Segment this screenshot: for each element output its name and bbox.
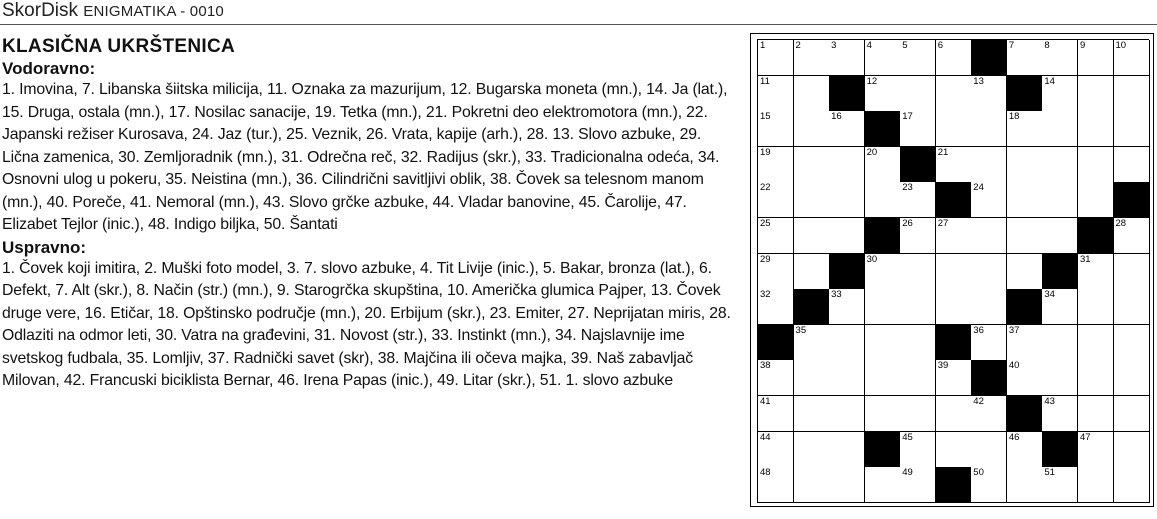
grid-cell[interactable] — [794, 218, 830, 254]
puzzle-title: KLASIČNA UKRŠTENICA — [2, 36, 235, 57]
cell-number: 50 — [973, 467, 984, 479]
cell-number: 48 — [760, 467, 771, 479]
grid-cell[interactable] — [865, 360, 901, 396]
cell-number: 4 — [866, 40, 872, 51]
grid-cell[interactable] — [1042, 182, 1078, 218]
grid-cell[interactable] — [1007, 467, 1043, 503]
grid-cell[interactable] — [865, 76, 901, 112]
grid-cell[interactable] — [829, 182, 865, 218]
grid-cell[interactable] — [900, 111, 936, 147]
cell-number: 5 — [902, 40, 908, 51]
grid-cell[interactable] — [1078, 325, 1114, 361]
grid-cell[interactable] — [900, 467, 936, 503]
down-clues: 1. Čovek koji imitira, 2. Muški foto model, 3. 7. slovo azbuke, 4. Tit Livije (inic.), 5. Bakar, bronza (lat.), 6. Defekt, 7. Alt (skr.), 8. Način (str.) (mn.), 9. Starogrčka skupština, 10. Američka glumica Pajper, 13. Čovek druge vere, 16. Etičar, 18. Opštinsko područje (mn.), 20. Erbijum (skr.), 23. Emiter, 27. Neprijatan miris, 28. Odlaziti na odmor leti, 30. Vatra na građevini, 31. Novost (str.), 33. Instinkt (mn.), 34. Najslavnije ime svetskog fudbala, 35. Lomljiv, 37. Radnički savet (skr), 38. Majčina ili očeva majka, 39. Naš zabavljač Milovan, 42. Francuski biciklista Bernar, 46. Irena Papas (inic.), 49. Litar (skr.), 51. 1. slovo azbuke — [2, 259, 731, 389]
grid-cell[interactable] — [900, 396, 936, 432]
grid-cell[interactable] — [1007, 218, 1043, 254]
grid-cell[interactable] — [1078, 254, 1114, 290]
grid-cell[interactable] — [1078, 289, 1114, 325]
cell-number: 42 — [973, 396, 984, 407]
grid-cell[interactable] — [936, 289, 972, 325]
grid-cell[interactable] — [829, 40, 865, 76]
cell-number: 41 — [760, 396, 771, 407]
cell-number: 33 — [831, 289, 842, 301]
black-cell — [1007, 396, 1043, 432]
grid-cell[interactable] — [758, 360, 794, 396]
grid-cell[interactable] — [1114, 147, 1150, 183]
clues-panel — [2, 36, 742, 393]
grid-cell[interactable] — [794, 396, 830, 432]
black-cell — [900, 147, 936, 183]
cell-number: 32 — [760, 289, 771, 301]
grid-cell[interactable] — [971, 218, 1007, 254]
cell-number: 37 — [1008, 324, 1020, 336]
grid-cell[interactable] — [1042, 147, 1078, 183]
cell-number: 38 — [760, 360, 771, 372]
cell-number: 24 — [973, 182, 984, 194]
grid-cell[interactable] — [971, 76, 1007, 112]
grid-cell[interactable] — [936, 432, 972, 468]
cell-number: 49 — [902, 467, 913, 479]
black-cell — [971, 360, 1007, 396]
grid-cell[interactable] — [1114, 254, 1150, 290]
cell-number: 6 — [937, 40, 944, 51]
grid-cell[interactable] — [1114, 396, 1150, 432]
black-cell — [1007, 76, 1043, 112]
cell-number: 12 — [866, 75, 878, 87]
grid-cell[interactable] — [758, 289, 794, 325]
grid-cell[interactable] — [971, 467, 1007, 503]
grid-cell[interactable] — [1042, 325, 1078, 361]
grid-cell[interactable] — [758, 396, 794, 432]
grid-cell[interactable] — [900, 289, 936, 325]
black-cell — [865, 218, 901, 254]
grid-cell[interactable] — [829, 111, 865, 147]
cell-number: 10 — [1115, 40, 1127, 51]
cell-number: 3 — [831, 40, 837, 51]
black-cell — [971, 40, 1007, 76]
grid-cell[interactable] — [794, 76, 830, 112]
grid-cell[interactable] — [1078, 76, 1114, 112]
black-cell — [794, 289, 830, 325]
grid-cell[interactable] — [829, 360, 865, 396]
grid-cell[interactable] — [1114, 111, 1150, 147]
grid-cell[interactable] — [794, 40, 830, 76]
black-cell — [936, 325, 972, 361]
across-clues: 1. Imovina, 7. Libanska šiitska milicija, 11. Oznaka za mazurijum, 12. Bugarska moneta (mn.), 14. Ja (lat.), 15. Druga, ostala (mn.), 17. Nosilac sanacije, 19. Tetka (mn.), 21. Pokretni deo elektromotora (mn.), 22. Japanski režiser Kurosava, 24. Jaz (tur.), 25. Veznik, 26. Vrata, kapije (arh.), 28. 13. Slovo azbuke, 29. Lična zamenica, 30. Zemljoradnik (mn.), 31. Odrečna reč, 32. Radijus (skr.), 33. Tradicionalna odeća, 34. Osnovni ulog u pokeru, 35. Neistina (mn.), 36. Cilindrični savitljivi oblik, 38. Čovek sa telesnom manom (mn.), 40. Poreče, 41. Nemoral (mn.), 43. Slovo grčke azbuke, 44. Vladar banovine, 45. Čarolije, 47. Elizabet Tejlor (inic.), 48. Indigo biljka, 50. Šantati — [2, 81, 728, 233]
grid-cell[interactable] — [1007, 360, 1043, 396]
page-header — [0, 0, 1157, 25]
grid-cell[interactable] — [971, 182, 1007, 218]
grid-cell[interactable] — [1114, 467, 1150, 503]
grid-cell[interactable] — [900, 360, 936, 396]
grid-cell[interactable] — [865, 254, 901, 290]
cell-number: 16 — [831, 111, 842, 123]
cell-number: 7 — [1008, 40, 1015, 51]
cell-number: 21 — [937, 146, 949, 158]
grid-cell[interactable] — [829, 325, 865, 361]
grid-cell[interactable] — [1042, 111, 1078, 147]
cell-number: 47 — [1079, 431, 1091, 443]
grid-cell[interactable] — [1007, 182, 1043, 218]
header-title — [2, 0, 224, 24]
grid-cell[interactable] — [794, 325, 830, 361]
grid-cell[interactable] — [794, 182, 830, 218]
black-cell — [1007, 289, 1043, 325]
grid-cell[interactable] — [971, 432, 1007, 468]
grid-cell[interactable] — [1114, 325, 1150, 361]
grid-cell[interactable] — [936, 254, 972, 290]
grid-cell[interactable] — [1114, 76, 1150, 112]
cell-number: 23 — [902, 182, 913, 194]
grid-cell[interactable] — [971, 254, 1007, 290]
grid-cell[interactable] — [865, 325, 901, 361]
grid-cell[interactable] — [936, 76, 972, 112]
grid-cell[interactable] — [758, 147, 794, 183]
grid-cell[interactable] — [900, 182, 936, 218]
grid-cell[interactable] — [1042, 289, 1078, 325]
black-cell — [829, 254, 865, 290]
down-heading: Uspravno: — [2, 237, 87, 257]
grid-cell[interactable] — [829, 467, 865, 503]
cell-number: 26 — [902, 218, 913, 229]
cell-number: 20 — [866, 146, 878, 158]
grid-cell[interactable] — [794, 111, 830, 147]
grid-cell[interactable] — [936, 40, 972, 76]
black-cell — [1042, 432, 1078, 468]
grid-cell[interactable] — [1078, 396, 1114, 432]
cell-number: 27 — [937, 218, 949, 229]
grid-cell[interactable] — [829, 218, 865, 254]
grid-cell[interactable] — [865, 289, 901, 325]
cell-number: 45 — [902, 431, 913, 443]
grid-cell[interactable] — [1042, 396, 1078, 432]
cell-number: 29 — [760, 253, 771, 265]
cell-number: 43 — [1044, 396, 1055, 407]
cell-number: 28 — [1115, 218, 1127, 229]
cell-number: 36 — [973, 324, 984, 336]
grid-cell[interactable] — [971, 396, 1007, 432]
grid-cell[interactable] — [758, 218, 794, 254]
crossword-grid — [757, 39, 1149, 503]
header-subtitle: ENIGMATIKA - 0010 — [83, 3, 224, 20]
black-cell — [865, 432, 901, 468]
grid-cell[interactable] — [1007, 325, 1043, 361]
black-cell — [758, 325, 794, 361]
cell-number: 39 — [937, 360, 949, 372]
black-cell — [1114, 182, 1150, 218]
grid-cell[interactable] — [936, 147, 972, 183]
grid-cell[interactable] — [829, 147, 865, 183]
cell-number: 40 — [1008, 360, 1020, 372]
grid-cell[interactable] — [1078, 360, 1114, 396]
cell-number: 2 — [795, 40, 801, 51]
black-cell — [865, 111, 901, 147]
cell-number: 30 — [866, 253, 878, 265]
grid-cell[interactable] — [758, 182, 794, 218]
cell-number: 46 — [1008, 431, 1020, 443]
grid-cell[interactable] — [1078, 432, 1114, 468]
grid-cell[interactable] — [1042, 467, 1078, 503]
black-cell — [1042, 254, 1078, 290]
cell-number: 14 — [1044, 75, 1055, 87]
cell-number: 19 — [760, 146, 771, 158]
cell-number: 11 — [760, 75, 770, 87]
grid-cell[interactable] — [794, 432, 830, 468]
cell-number: 8 — [1044, 40, 1050, 51]
grid-cell[interactable] — [1007, 432, 1043, 468]
grid-cell[interactable] — [865, 182, 901, 218]
grid-cell[interactable] — [865, 147, 901, 183]
grid-cell[interactable] — [1114, 40, 1150, 76]
grid-cell[interactable] — [1114, 360, 1150, 396]
cell-number: 1 — [760, 40, 766, 51]
grid-cell[interactable] — [794, 254, 830, 290]
grid-cell[interactable] — [794, 147, 830, 183]
grid-cell[interactable] — [1078, 182, 1114, 218]
grid-cell[interactable] — [758, 76, 794, 112]
cell-number: 44 — [760, 431, 771, 443]
grid-cell[interactable] — [865, 467, 901, 503]
cell-number: 9 — [1079, 40, 1086, 51]
grid-cell[interactable] — [971, 111, 1007, 147]
grid-cell[interactable] — [1114, 218, 1150, 254]
grid-cell[interactable] — [936, 111, 972, 147]
cell-number: 31 — [1079, 253, 1091, 265]
grid-cell[interactable] — [900, 76, 936, 112]
grid-cell[interactable] — [971, 325, 1007, 361]
grid-cell[interactable] — [794, 467, 830, 503]
grid-cell[interactable] — [1078, 147, 1114, 183]
cell-number: 35 — [795, 324, 807, 336]
grid-cell[interactable] — [1078, 467, 1114, 503]
black-cell — [936, 467, 972, 503]
grid-cell[interactable] — [1007, 40, 1043, 76]
black-cell — [936, 182, 972, 218]
grid-cell[interactable] — [794, 360, 830, 396]
grid-cell[interactable] — [758, 467, 794, 503]
grid-cell[interactable] — [1007, 147, 1043, 183]
cell-number: 51 — [1044, 467, 1055, 479]
cell-number: 15 — [760, 111, 771, 123]
grid-cell[interactable] — [865, 40, 901, 76]
grid-cell[interactable] — [1114, 289, 1150, 325]
grid-cell[interactable] — [936, 360, 972, 396]
grid-cell[interactable] — [936, 218, 972, 254]
across-heading: Vodoravno: — [2, 59, 96, 78]
grid-cell[interactable] — [1042, 360, 1078, 396]
grid-cell[interactable] — [1078, 111, 1114, 147]
cell-number: 18 — [1008, 111, 1020, 123]
grid-cell[interactable] — [829, 432, 865, 468]
cell-number: 17 — [902, 111, 913, 123]
grid-cell[interactable] — [829, 396, 865, 432]
grid-cell[interactable] — [900, 254, 936, 290]
cell-number: 13 — [973, 75, 984, 87]
grid-cell[interactable] — [758, 111, 794, 147]
grid-cell[interactable] — [1042, 40, 1078, 76]
grid-cell[interactable] — [758, 432, 794, 468]
grid-cell[interactable] — [758, 40, 794, 76]
grid-cell[interactable] — [1042, 218, 1078, 254]
cell-number: 25 — [760, 218, 771, 229]
grid-cell[interactable] — [1007, 111, 1043, 147]
grid-cell[interactable] — [758, 254, 794, 290]
grid-cell[interactable] — [900, 325, 936, 361]
grid-cell[interactable] — [865, 396, 901, 432]
grid-cell[interactable] — [971, 289, 1007, 325]
black-cell — [829, 76, 865, 112]
grid-cell[interactable] — [900, 40, 936, 76]
grid-cell[interactable] — [900, 218, 936, 254]
grid-cell[interactable] — [936, 396, 972, 432]
grid-cell[interactable] — [900, 432, 936, 468]
brand-name: SkorDisk — [2, 0, 79, 21]
grid-cell[interactable] — [971, 147, 1007, 183]
grid-cell[interactable] — [1007, 254, 1043, 290]
cell-number: 34 — [1044, 289, 1055, 301]
grid-cell[interactable] — [1114, 432, 1150, 468]
black-cell — [1078, 218, 1114, 254]
grid-cell[interactable] — [1078, 40, 1114, 76]
grid-cell[interactable] — [1042, 76, 1078, 112]
cell-number: 22 — [760, 182, 771, 194]
grid-cell[interactable] — [829, 289, 865, 325]
